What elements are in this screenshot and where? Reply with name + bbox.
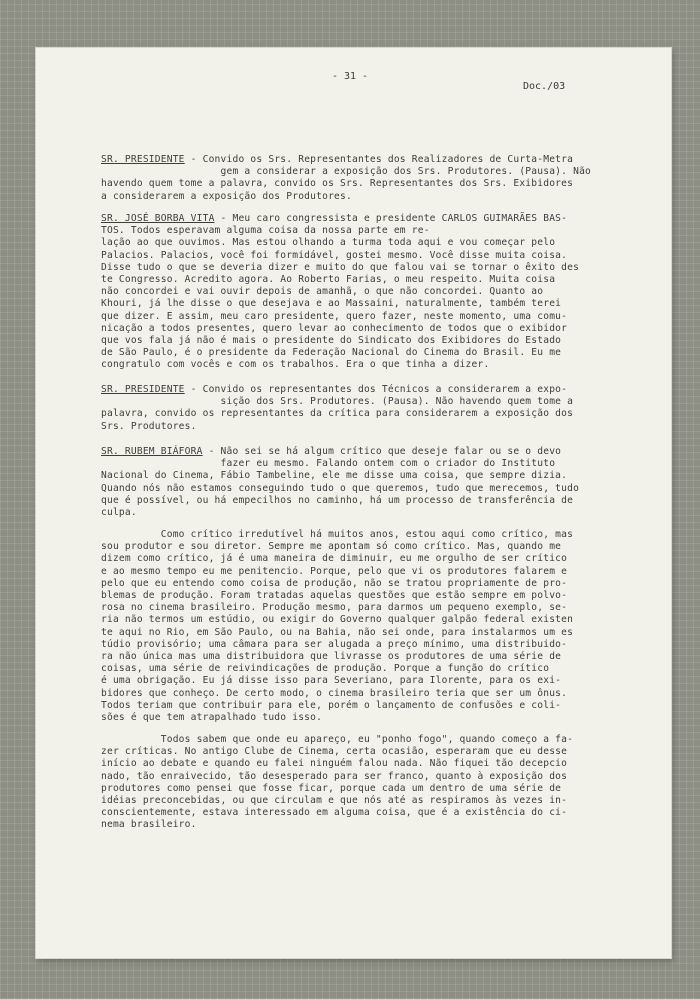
speech-first-line: - Meu caro congressista e presidente CARLOS GUIMARÃES BAS-: [214, 213, 568, 224]
document-reference: Doc./03: [523, 81, 566, 92]
speaker-name: SR. RUBEM BIÁFORA: [101, 446, 203, 457]
speech-line: blemas de produção. Foram tratadas aquelas questões que estão sempre em polvo-: [101, 590, 568, 602]
speech-line: sões é que tem atrapalhado tudo isso.: [101, 712, 323, 724]
speech-line: de São Paulo, é o presidente da Federação Nacional do Cinema do Brasil. Eu me: [101, 347, 562, 359]
speech-line: pelo que eu entendo como coisa de produção, não se tratou propriamente de pro-: [101, 577, 568, 589]
speech-line: Srs. Produtores.: [101, 420, 197, 432]
speech-first-line: - Convido os Srs. Representantes dos Realizadores de Curta-Metra: [184, 154, 574, 165]
speech-line: Como crítico irredutível há muitos anos, estou aqui como crítico, mas: [101, 529, 574, 540]
speech-line: idéias preconcebidas, ou que circulam e que nós até as respiramos às vezes in-: [101, 795, 568, 807]
speech-line: ra não única mas uma distribuidora que livrasse os produtores de uma série de: [101, 651, 562, 663]
speech-line: te Congresso. Acredito agora. Ao Roberto Farias, o meu respeito. Muita coisa: [101, 274, 556, 286]
speech-line: palavra, convido os representantes da crítica para considerarem a exposição dos: [101, 408, 574, 420]
speech-line: túdio provisório; uma câmara para ser alugada a preço mínimo, uma distribuido-: [101, 638, 568, 650]
section-president-2: [101, 384, 631, 433]
speaker-name: SR. JOSÉ BORBA VITA: [101, 213, 215, 224]
page-number: - 31 -: [331, 71, 369, 82]
speech-line: zer críticas. No antigo Clube de Cinema, certa ocasião, esperaram que eu desse: [101, 746, 568, 758]
speech-line: nicação a todos presentes, quero levar ao conhecimento de todos que o exibidor: [101, 322, 568, 334]
speech-line: que vos fala já não é mais o presidente do Sindicato dos Exibidores do Estado: [101, 335, 562, 347]
speech-line: sição dos Srs. Produtores. (Pausa). Não havendo quem tome a: [101, 396, 574, 408]
speech-line: rosa no cinema brasileiro. Produção mesmo, para darmos um pequeno exemplo, se-: [101, 602, 568, 614]
speech-line: a considerarem a exposição dos Produtores.: [101, 190, 352, 202]
speech-line: lação ao que ouvimos. Mas estou olhando a turma toda aqui e vou começar pelo: [101, 237, 556, 249]
speech-line: e ao mesmo tempo eu me penitencio. Porque, pelo que vi os produtores falarem e: [101, 565, 568, 577]
section-biafora: [101, 446, 631, 519]
speech-line: culpa.: [101, 507, 137, 519]
speech-line: nado, tão enraivecido, tão desesperado para ser franco, quanto à exposição dos: [101, 770, 568, 782]
speech-line: conscientemente, estava interessado em alguma coisa, que é a existência do ci-: [101, 807, 568, 819]
section-borba-vita: [101, 213, 631, 372]
speech-line: que é possível, ou há empecilhos no caminho, há um processo de transferência de: [101, 494, 574, 506]
speech-line: bidores que conheço. De certo modo, o cinema brasileiro teria que ser um ônus.: [101, 687, 568, 699]
speech-line: ria não termos um estúdio, ou exigir do Governo qualquer galpão federal existen: [101, 614, 574, 626]
speech-line: dizem como crítico, já é uma maneira de diminuir, eu me orgulho de ser crítico: [101, 553, 568, 565]
speech-line: que dizer. E assim, meu caro presidente, quero fazer, neste momento, uma comu-: [101, 310, 568, 322]
paragraph-critic: [101, 529, 631, 724]
speech-line: Quando nós não estamos conseguindo tudo o que queremos, tudo que merecemos, tudo: [101, 482, 580, 494]
speaker-name: SR. PRESIDENTE: [101, 384, 185, 395]
section-president-1: [101, 154, 631, 203]
speech-line: Todos sabem que onde eu apareço, eu "ponho fogo", quando começo a fa-: [101, 734, 574, 745]
speech-line: congratulo com vocês e com os trabalhos. Era o que tinha a dizer.: [101, 359, 490, 371]
speech-line: Disse tudo o que se deveria dizer e muito do que falou vai se tornar o êxito des: [101, 261, 580, 273]
speech-line: sou produtor e sou diretor. Sempre me apontam só como crítico. Mas, quando me: [101, 541, 562, 553]
speech-line: nema brasileiro.: [101, 819, 197, 831]
speaker-name: SR. PRESIDENTE: [101, 154, 185, 165]
speech-line: Todos teriam que contribuir para ele, porém o lançamento de confusões e coli-: [101, 699, 562, 711]
speech-line: produtores como pensei que fosse ficar, porque cada um dentro de uma série de: [101, 782, 562, 794]
speech-line: início ao debate e quando eu falei ninguém falou nada. Não fiquei tão decepcio: [101, 758, 568, 770]
speech-line: TOS. Todos esperavam alguma coisa da nossa parte em re-: [101, 225, 430, 237]
speech-line: fazer eu mesmo. Falando ontem com o criador do Instituto: [101, 458, 556, 470]
speech-line: não concordei e vai ouvir depois de amanhã, o que não concordei. Quanto ao: [101, 286, 544, 298]
speech-first-line: - Convido os representantes dos Técnicos a considerarem a expo-: [184, 384, 568, 395]
speech-line: Nacional do Cinema, Fábio Tambeline, ele me disse uma coisa, que sempre dizia.: [101, 470, 568, 482]
speech-line: coisas, uma série de reivindicações de produção. Porque a função do crítico: [101, 663, 550, 675]
speech-line: te aqui no Rio, em São Paulo, ou na Bahia, não sei onde, para instalarmos um es: [101, 626, 574, 638]
paragraph-fire: [101, 734, 631, 832]
speech-line: havendo quem tome a palavra, convido os Srs. Representantes dos Srs. Exibidores: [101, 178, 574, 190]
speech-first-line: - Não sei se há algum crítico que deseje falar ou se o devo: [202, 446, 562, 457]
speech-line: gem a considerar a exposição dos Srs. Produtores. (Pausa). Não: [101, 166, 592, 178]
speech-line: Palacios. Palacios, você foi formidável, gostei mesmo. Você disse muita coisa.: [101, 249, 568, 261]
speech-line: é uma obrigação. Eu já disse isso para Severiano, para Ilorente, para os exi-: [101, 675, 562, 687]
speech-line: Khouri, já lhe disse o que desejava e ao Massaini, naturalmente, também terei: [101, 298, 562, 310]
